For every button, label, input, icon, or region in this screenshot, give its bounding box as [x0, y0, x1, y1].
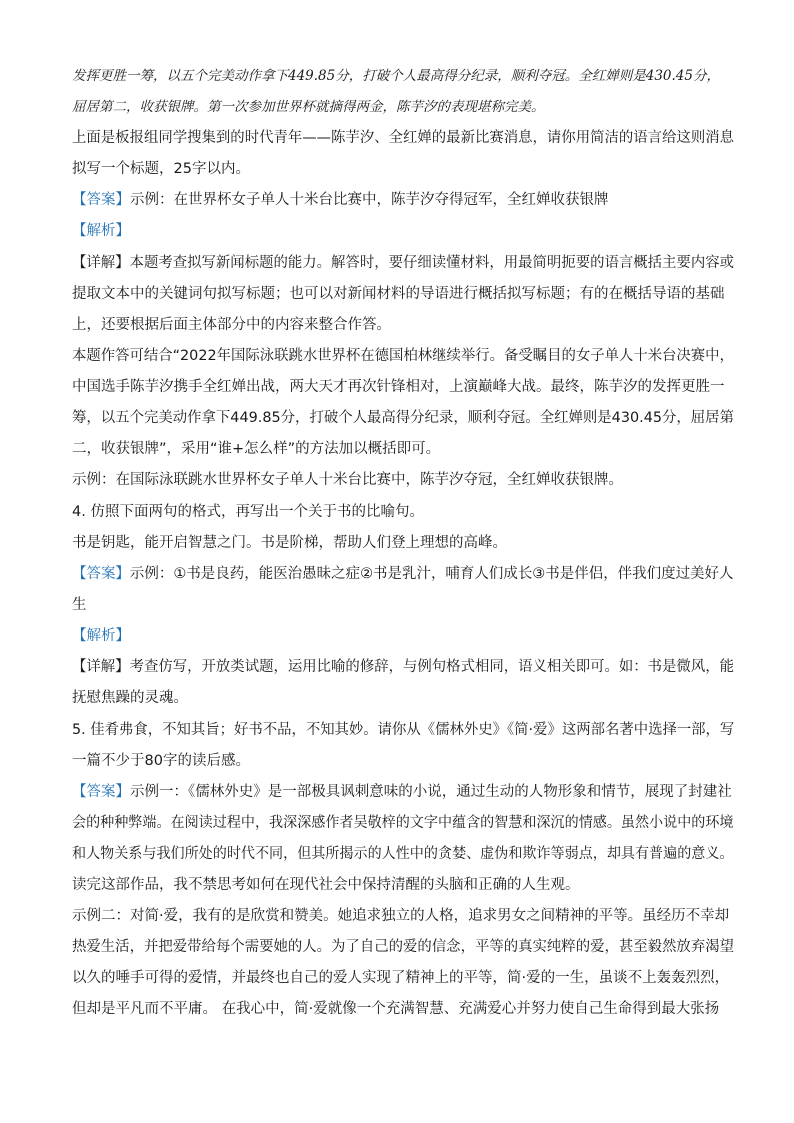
text-line: 中国选手陈芋汐携手全红婵出战，两大天才再次针锋相对，上演巅峰大战。最终，陈芋汐的发挥更胜一 [72, 379, 725, 395]
detail-tag: 【详解】 [72, 659, 130, 675]
text-line: 示例二：对简·爱，我有的是欣赏和赞美。她追求独立的人格，追求男女之间精神的平等。虽经历不幸却 [72, 908, 730, 924]
text-line: 书是钥匙，能开启智慧之门。书是阶梯，帮助人们登上理想的高峰。 [72, 535, 507, 551]
text-line: 抚慰焦躁的灵魂。 [72, 690, 188, 706]
text-line: 本题作答可结合“2022年国际泳联跳水世界杯在德国柏林继续举行。备受瞩目的女子单人十米台决赛中， [72, 348, 734, 364]
detail-text: 考查仿写，开放类试题，运用比喻的修辞，与例句格式相同，语义相关即可。如：书是微风，能 [129, 659, 735, 675]
question-line: 5. 佳肴弗食，不知其旨；好书不品，不知其妙。请你从《儒林外史》《简·爱》这两部名著中选择一部，写 [72, 722, 735, 738]
answer-tag: 【答案】 [72, 784, 130, 800]
text-line: 读完这部作品，我不禁思考如何在现代社会中保持清醒的头脑和正确的人生观。 [72, 877, 580, 893]
question-line: 4. 仿照下面两句的格式，再写出一个关于书的比喻句。 [72, 504, 424, 520]
answer-tag: 【答案】 [72, 192, 130, 208]
text-line: 和人物关系与我们所处的时代不同，但其所揭示的人性中的贪婪、虚伪和欺诈等弱点，却具有普遍的意义。 [72, 846, 734, 862]
answer-line [72, 564, 734, 584]
text-line: 提取文本中的关键词句拟写标题；也可以对新闻材料的导语进行概括拟写标题；有的在概括导语的基础 [72, 286, 725, 302]
answer-tag: 【答案】 [72, 566, 130, 582]
detail-line [72, 253, 734, 273]
text-line: 以久的唾手可得的爱情，并最终也自己的爱人实现了精神上的平等，简·爱的一生，虽谈不上轰轰烈烈， [72, 970, 730, 986]
analysis-tag: 【解析】 [72, 628, 130, 644]
text-line: 会的种种弊端。在阅读过程中，我深深感作者吴敬梓的文字中蕴含的智慧和深沉的情感。虽然小说中的环境 [72, 815, 734, 831]
text-line: 一篇不少于80字的读后感。 [72, 753, 250, 769]
text-line: 但却是平凡而不平庸。 在我心中，简·爱就像一个充满智慧、充满爱心并努力使自己生命得到最大张扬 [72, 1001, 720, 1017]
analysis-tag: 【解析】 [72, 223, 130, 239]
text-line: 屈居第二，收获银牌。第一次参加世界杯就摘得两金，陈芋汐的表现堪称完美。 [72, 99, 545, 115]
text-line: 二，收获银牌”，采用“谁+怎么样”的方法加以概括即可。 [72, 441, 441, 457]
answer-text: 示例：在世界杯女子单人十米台比赛中，陈芋汐夺得冠军，全红婵收获银牌 [130, 192, 609, 208]
text-line: 上，还要根据后面主体部分中的内容来整合作答。 [72, 317, 391, 333]
text-line: 上面是板报组同学搜集到的时代青年——陈芋汐、全红婵的最新比赛消息，请你用简洁的语言给这则消息 [72, 130, 734, 146]
detail-tag: 【详解】 [72, 255, 130, 271]
analysis-line [72, 626, 130, 646]
text-line: 筹，以五个完美动作拿下449.85分，打破个人最高得分纪录，顺利夺冠。全红婵则是430.45分，屈居第 [72, 410, 734, 426]
answer-text: 示例：①书是良药，能医治愚昧之症②书是乳汁，哺育人们成长③书是伴侣，伴我们度过美好人 [129, 566, 734, 582]
answer-text: 示例一：《儒林外史》是一部极具讽刺意味的小说，通过生动的人物形象和情节，展现了封建社 [130, 784, 732, 800]
text-line: 拟写一个标题，25字以内。 [72, 161, 250, 177]
detail-text: 本题考查拟写新闻标题的能力。解答时，要仔细读懂材料，用最简明扼要的语言概括主要内容或 [129, 255, 735, 271]
text-line: 热爱生活，并把爱带给每个需要她的人。为了自己的爱的信念，平等的真实纯粹的爱，甚至毅然放弃渴望 [72, 939, 734, 955]
analysis-line [72, 221, 130, 241]
detail-line [72, 657, 734, 677]
text-line: 示例：在国际泳联跳水世界杯女子单人十米台比赛中，陈芋汐夺冠，全红婵收获银牌。 [72, 472, 623, 488]
text-line: 发挥更胜一筹，以五个完美动作拿下449.85分，打破个人最高得分纪录，顺利夺冠。全红婵则是430.45分， [72, 68, 720, 84]
text-line: 生 [72, 597, 87, 613]
answer-line [72, 190, 609, 210]
answer-line [72, 782, 732, 802]
